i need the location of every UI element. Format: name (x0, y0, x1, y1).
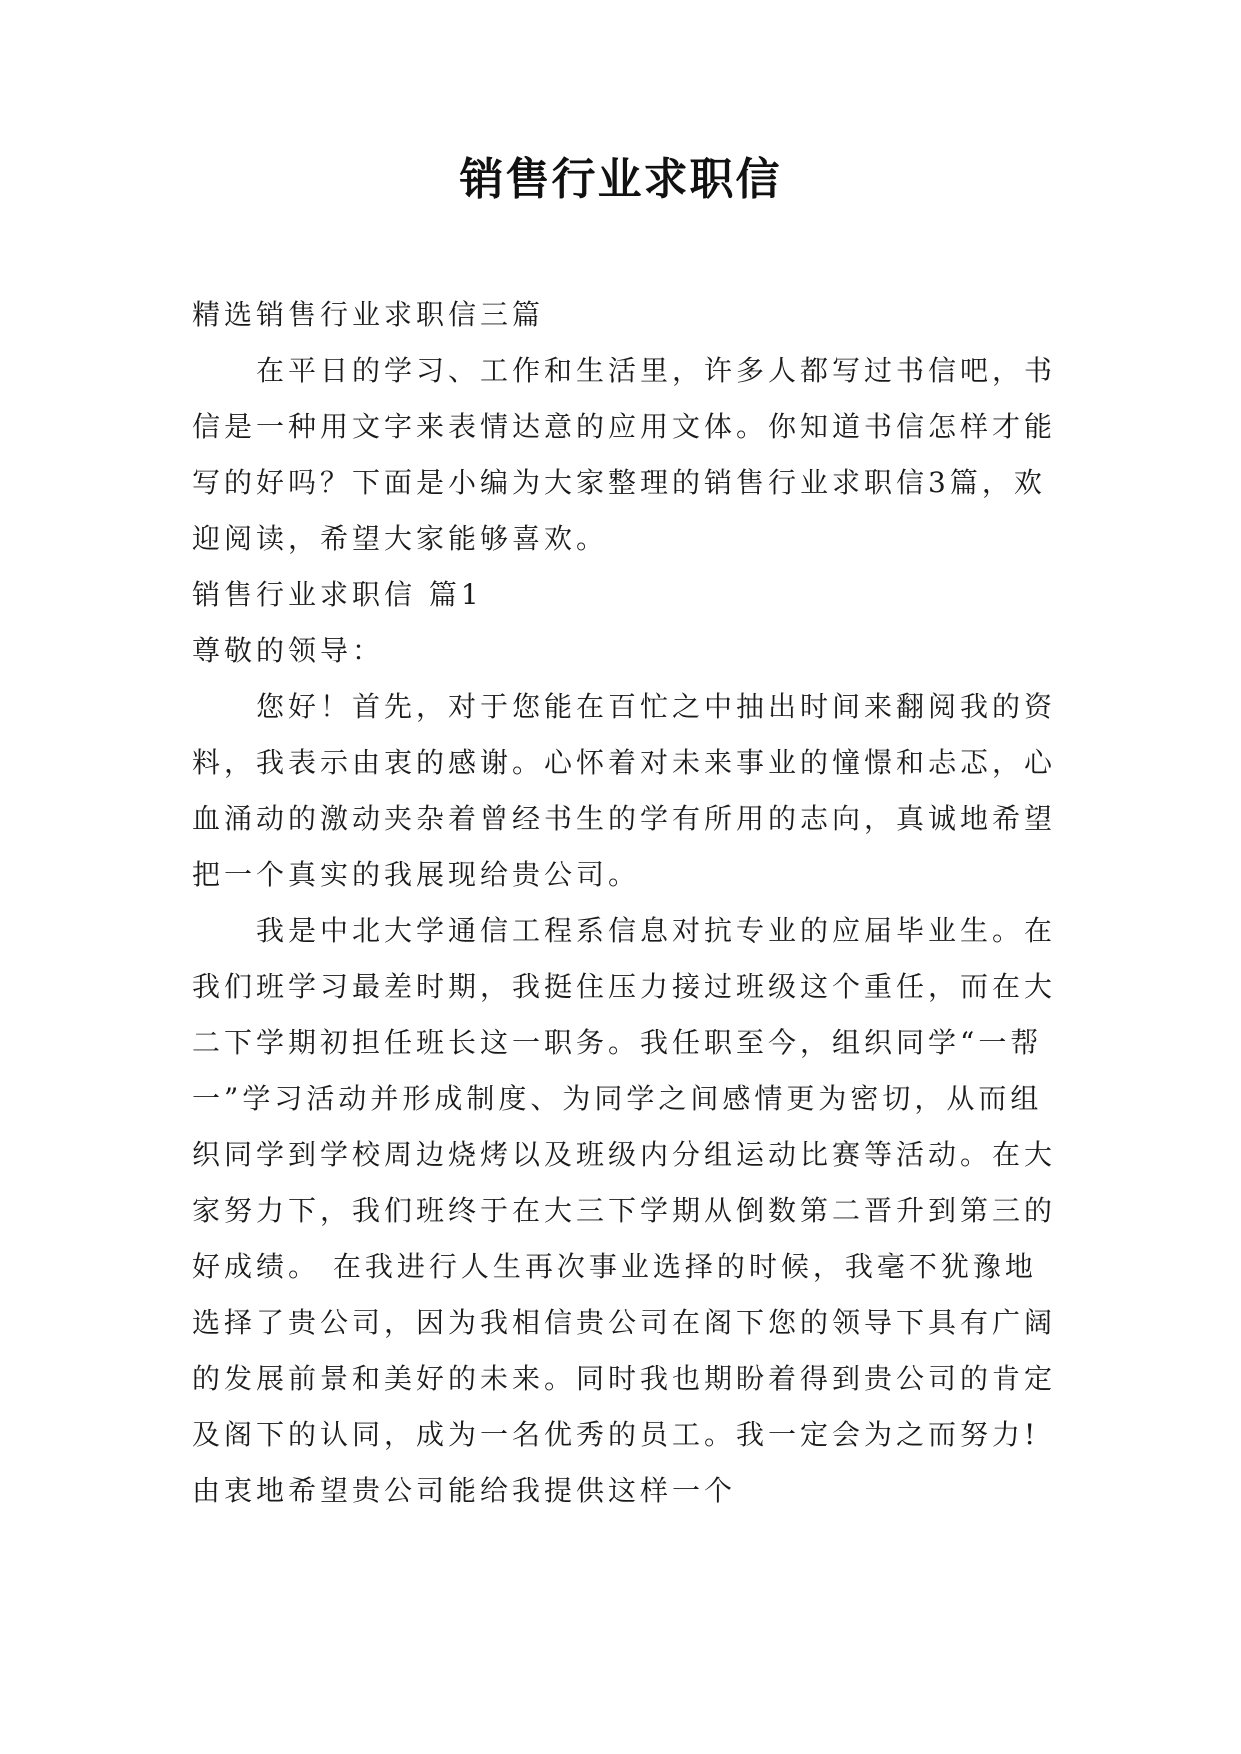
document-title: 销售行业求职信 (459, 154, 782, 205)
subtitle-line: 精选销售行业求职信三篇 (192, 298, 545, 331)
salutation: 尊敬的领导： (192, 634, 385, 667)
document-body (192, 287, 1057, 1519)
greeting-paragraph: 您好！首先，对于您能在百忙之中抽出时间来翻阅我的资料，我表示由衷的感谢。心怀着对未来事业的憧憬和忐忑，心血涌动的激动夹杂着曾经书生的学有所用的志向，真诚地希望把一个真实的我展现给贵公司。 (192, 690, 1057, 891)
section-heading: 销售行业求职信 篇1 (192, 578, 483, 611)
self-introduction-paragraph: 我是中北大学通信工程系信息对抗专业的应届毕业生。在我们班学习最差时期，我挺住压力接过班级这个重任，而在大二下学期初担任班长这一职务。我任职至今，组织同学“一帮一”学习活动并形成制度、为同学之间感情更为密切，从而组织同学到学校周边烧烤以及班级内分组运动比赛等活动。在大家努力下，我们班终于在大三下学期从倒数第二晋升到第三的好成绩。 在我进行人生再次事业选择的时候，我毫不犹豫地选择了贵公司，因为我相信贵公司在阁下您的领导下具有广阔的发展前景和美好的未来。同时我也期盼着得到贵公司的肯定及阁下的认同，成为一名优秀的员工。我一定会为之而努力!由衷地希望贵公司能给我提供这样一个 (192, 914, 1057, 1507)
intro-paragraph: 在平日的学习、工作和生活里，许多人都写过书信吧，书信是一种用文字来表情达意的应用文体。你知道书信怎样才能写的好吗？下面是小编为大家整理的销售行业求职信3篇，欢迎阅读，希望大家能够喜欢。 (192, 354, 1057, 555)
